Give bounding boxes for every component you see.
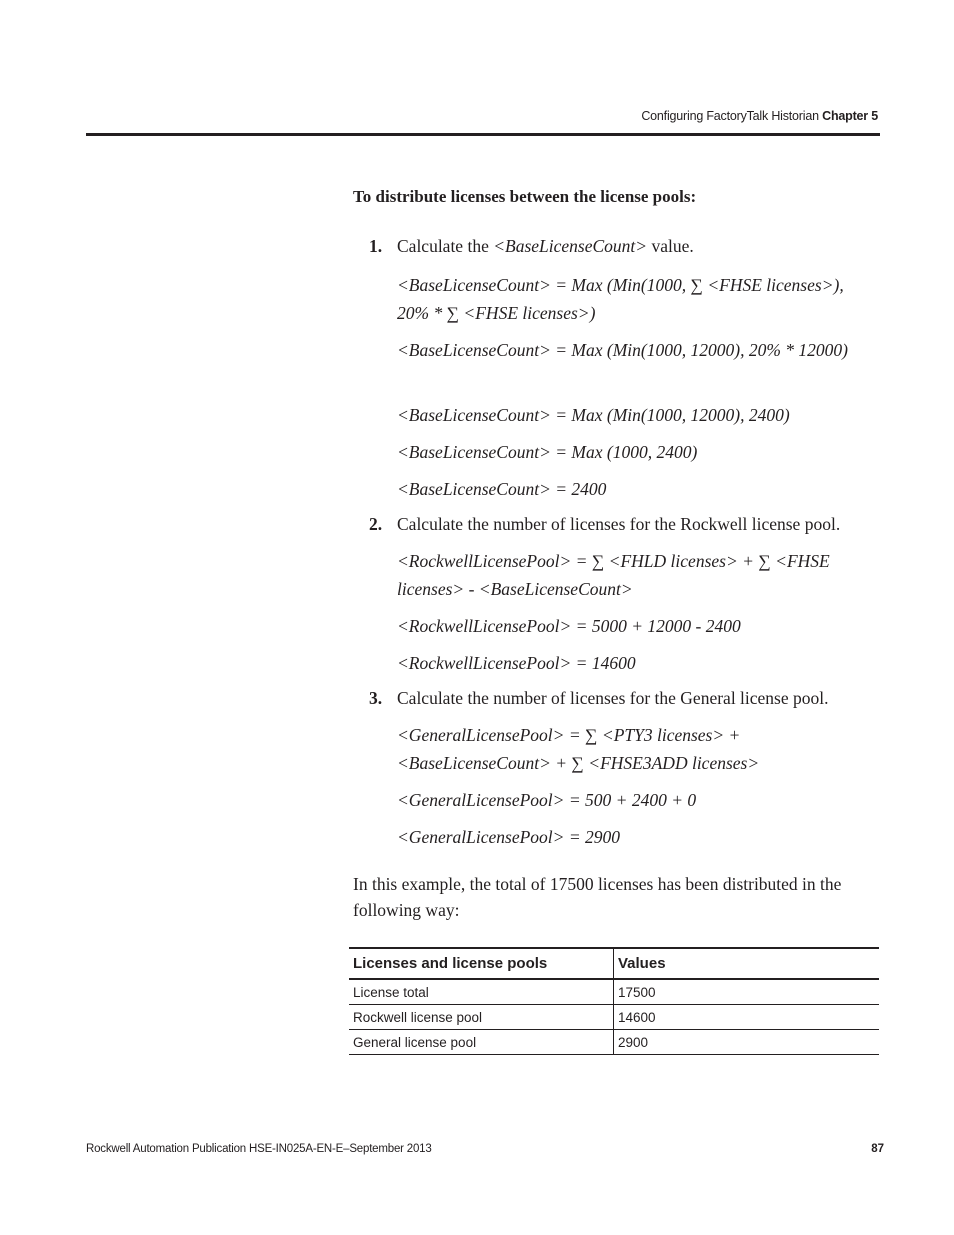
page-number: 87 bbox=[871, 1143, 884, 1155]
table-row bbox=[349, 1030, 879, 1055]
footer-publication: Rockwell Automation Publication HSE-IN025A-EN-E–September 2013 bbox=[86, 1143, 432, 1155]
header-section: Configuring FactoryTalk Historian bbox=[641, 109, 819, 123]
running-header bbox=[641, 109, 878, 123]
step-1-formula-1: <BaseLicenseCount> = Max (Min(1000, ∑ <FHSE licenses>), 20% * ∑ <FHSE licenses>) bbox=[397, 275, 844, 323]
procedure-title: To distribute licenses between the license pools: bbox=[353, 187, 697, 206]
summary-paragraph: In this example, the total of 17500 licenses has been distributed in the following way: bbox=[353, 874, 842, 920]
step-2-number: 2. bbox=[369, 514, 383, 534]
step-2-formula-1: <RockwellLicensePool> = ∑ <FHLD licenses> + ∑ <FHSE licenses> - <BaseLicenseCount> bbox=[397, 551, 830, 599]
license-pools-table bbox=[349, 947, 879, 1055]
step-3-formula-3: <GeneralLicensePool> = 2900 bbox=[397, 827, 621, 847]
table-cell: 14600 bbox=[614, 1005, 880, 1030]
step-2-text: Calculate the number of licenses for the Rockwell license pool. bbox=[397, 514, 841, 534]
table-cell: License total bbox=[349, 979, 614, 1005]
step-1-formula-2: <BaseLicenseCount> = Max (Min(1000, 12000), 20% * 12000) bbox=[397, 340, 848, 360]
table-cell: 17500 bbox=[614, 979, 880, 1005]
step-3-text: Calculate the number of licenses for the General license pool. bbox=[397, 688, 829, 708]
step-1-number: 1. bbox=[369, 236, 383, 256]
table-cell: 2900 bbox=[614, 1030, 880, 1055]
table-cell: Rockwell license pool bbox=[349, 1005, 614, 1030]
table-header-row bbox=[349, 948, 879, 979]
step-1-text: Calculate the <BaseLicenseCount> value. bbox=[397, 236, 694, 256]
header-rule bbox=[86, 133, 880, 136]
step-1-formula-4: <BaseLicenseCount> = Max (1000, 2400) bbox=[397, 442, 698, 462]
step-3-formula-2: <GeneralLicensePool> = 500 + 2400 + 0 bbox=[397, 790, 697, 810]
step-3-formula-1: <GeneralLicensePool> = ∑ <PTY3 licenses> + <BaseLicenseCount> + ∑ <FHSE3ADD licenses> bbox=[397, 725, 760, 773]
column-header-pools: Licenses and license pools bbox=[349, 948, 614, 979]
table-row bbox=[349, 1005, 879, 1030]
step-2-formula-2: <RockwellLicensePool> = 5000 + 12000 - 2400 bbox=[397, 616, 741, 636]
step-1-formula-3: <BaseLicenseCount> = Max (Min(1000, 12000), 2400) bbox=[397, 405, 790, 425]
table-row bbox=[349, 979, 879, 1005]
header-chapter: Chapter 5 bbox=[822, 109, 878, 123]
column-header-values: Values bbox=[614, 948, 880, 979]
table-cell: General license pool bbox=[349, 1030, 614, 1055]
step-3-number: 3. bbox=[369, 688, 383, 708]
step-2-formula-3: <RockwellLicensePool> = 14600 bbox=[397, 653, 636, 673]
step-1-formula-5: <BaseLicenseCount> = 2400 bbox=[397, 479, 607, 499]
